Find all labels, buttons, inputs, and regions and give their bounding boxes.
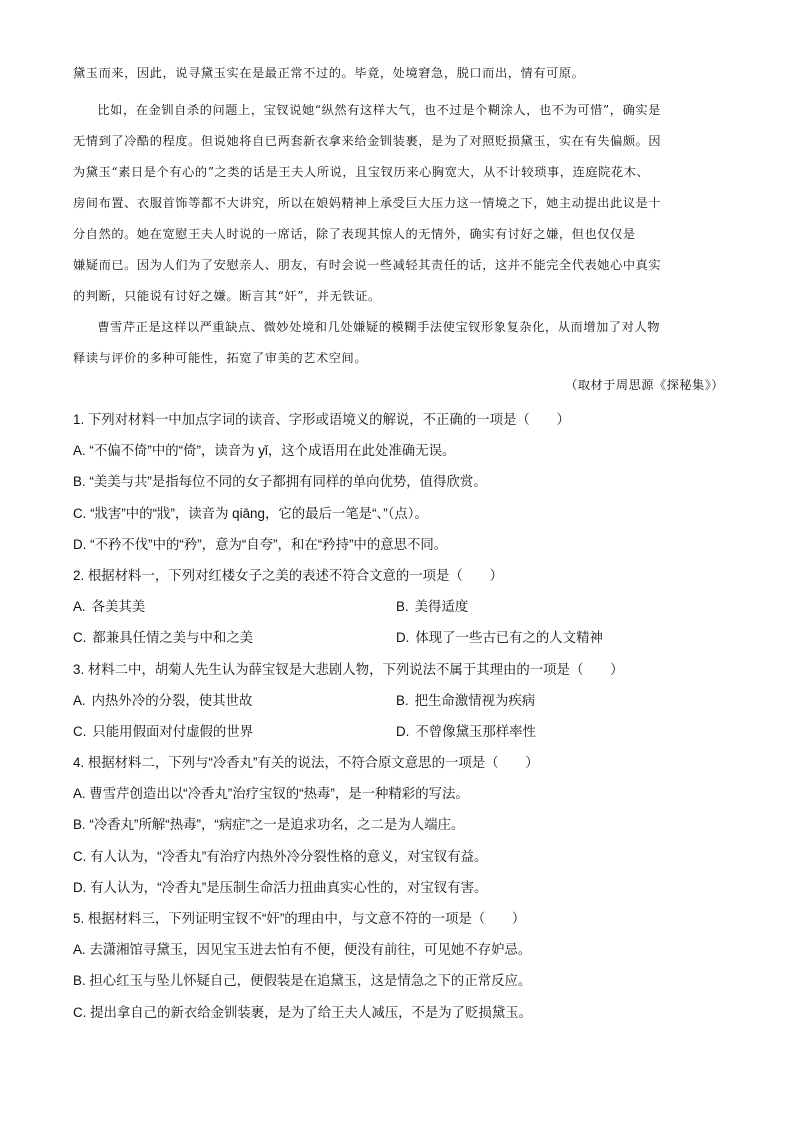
option-text: 把生命激情视为疾病 (414, 692, 536, 708)
passage-paragraph-continued (73, 58, 723, 89)
question-1-option-b: B. “美美与共”是指每位不同的女子都拥有同样的单向优势，值得欣赏。 (73, 474, 487, 490)
option-letter: B. (396, 599, 409, 615)
passage-source-citation: （取材于周思源《探秘集》） (565, 378, 724, 392)
question-3-option-b (396, 685, 719, 716)
question-1-stem: 1. 下列对材料一中加点字词的读音、字形或语境义的解说，不正确的一项是（ ） (73, 412, 570, 427)
option-letter: B. (396, 692, 409, 708)
question-2-option-d (396, 622, 719, 653)
option-letter: C. (73, 723, 87, 739)
passage-line: 房间布置、衣服首饰等都不大讲究，所以在娘妈精神上承受巨大压力这一情境之下，她主动提出此议是十 (73, 196, 662, 210)
question-2-option-b (396, 591, 719, 622)
passage-line: 释读与评价的多种可能性，拓宽了审美的艺术空间。 (73, 351, 368, 365)
passage-line: 的判断，只能说有讨好之嫌。断言其“奸”，并无铁证。 (73, 289, 381, 303)
question-5-option-c: C. 提出拿自己的新衣给金钏装裹，是为了给王夫人减压，不是为了贬损黛玉。 (73, 1004, 532, 1020)
option-text: 只能用假面对付虚假的世界 (92, 723, 254, 739)
question-3-option-a (73, 685, 396, 716)
option-text: 内热外冷的分裂，使其世故 (91, 692, 253, 708)
passage-line: 为黛玉“素日是个有心的”之类的话是王夫人所说，且宝钗历来心胸宽大，从不计较琐事，连庭院花木、 (73, 165, 650, 179)
question-4-option-a: A. 曹雪芹创造出以“冷香丸”治疗宝钗的“热毒”，是一种精彩的写法。 (73, 786, 469, 802)
passage-paragraph-example (73, 95, 723, 312)
passage-line: 嫌疑而已。因为人们为了安慰亲人、朋友，有时会说一些减轻其责任的话，这并不能完全代表她心中真实 (73, 258, 662, 272)
option-text: 体现了一些古已有之的人文精神 (415, 630, 603, 646)
question-2-option-c (73, 622, 396, 653)
question-5-stem: 5. 根据材料三，下列证明宝钗不“奸”的理由中，与文意不符的一项是（ ） (73, 911, 526, 926)
question-4-stem: 4. 根据材料二，下列与“冷香丸”有关的说法，不符合原文意思的一项是（ ） (73, 755, 539, 771)
option-letter: D. (396, 630, 410, 646)
option-letter: A. (73, 692, 86, 708)
question-3-options-row-1 (73, 685, 733, 716)
question-2-stem: 2. 根据材料一，下列对红楼女子之美的表述不符合文意的一项是（ ） (73, 567, 503, 583)
passage-line: 比如，在金钏自杀的问题上，宝钗说她“纵然有这样大气，也不过是个糊涂人，也不为可惜”，确实是 (97, 103, 661, 117)
question-3-option-d (396, 716, 719, 747)
option-text: 美得适度 (414, 599, 469, 615)
option-text: 都兼具任情之美与中和之美 (92, 630, 254, 646)
option-text: 不曾像黛玉那样率性 (415, 723, 536, 739)
option-letter: D. (396, 723, 410, 739)
question-3-option-c (73, 716, 396, 747)
question-3-options-row-2 (73, 716, 733, 747)
passage-line: 无情到了冷酷的程度。但说她将自已两套新衣拿来给金钏装裹，是为了对照贬损黛玉，实在有失偏颇。因 (73, 134, 662, 148)
question-2-option-a (73, 591, 396, 622)
question-4-option-b: B. “冷香丸”所解“热毒”，“病症”之一是追求功名，之二是为人端庄。 (73, 817, 465, 833)
question-5-option-b: B. 担心红玉与坠儿怀疑自己，便假装是在追黛玉，这是情急之下的正常反应。 (73, 973, 532, 989)
question-4-option-d: D. 有人认为，“冷香丸”是压制生命活力扭曲真实心性的，对宝钗有害。 (73, 879, 488, 895)
question-1-option-a: A. “不偏不倚”中的“倚”，读音为 yǐ，这个成语用在此处准确无误。 (73, 443, 456, 459)
question-1-option-d: D. “不矜不伐”中的“矜”，意为“自夸”，和在“矜持”中的意思不同。 (73, 536, 448, 552)
option-text: 各美其美 (91, 599, 146, 615)
question-3-stem: 3. 材料二中，胡菊人先生认为薛宝钗是大悲剧人物，下列说法不属于其理由的一项是（ ） (73, 661, 624, 677)
passage-paragraph-conclusion (73, 312, 723, 374)
question-5-option-a: A. 去潇湘馆寻黛玉，因见宝玉进去怕有不便，便没有前往，可见她不存妒忌。 (73, 942, 532, 958)
passage-line: 黛玉而来，因此，说寻黛玉实在是最正常不过的。毕竟，处境窘急，脱口而出，情有可原。 (73, 66, 585, 80)
question-4-option-c: C. 有人认为，“冷香丸”有治疗内热外冷分裂性格的意义，对宝钗有益。 (73, 848, 488, 864)
question-1-option-c: C. “戕害”中的“戕”，读音为 qiāng，它的最后一笔是“、”（点）。 (73, 505, 428, 521)
option-letter: C. (73, 630, 87, 646)
question-list (73, 404, 733, 1028)
question-2-options-row-2 (73, 622, 733, 653)
option-letter: A. (73, 599, 86, 615)
question-2-options-row-1 (73, 591, 733, 622)
passage-line: 分自然的。她在宽慰王夫人时说的一席话，除了表现其惊人的无情外，确实有讨好之嫌，但也仅仅是 (73, 227, 636, 241)
passage-line: 曹雪芹正是这样以严重缺点、微妙处境和几处嫌疑的模糊手法使宝钗形象复杂化，从而增加了对人物 (97, 320, 661, 334)
